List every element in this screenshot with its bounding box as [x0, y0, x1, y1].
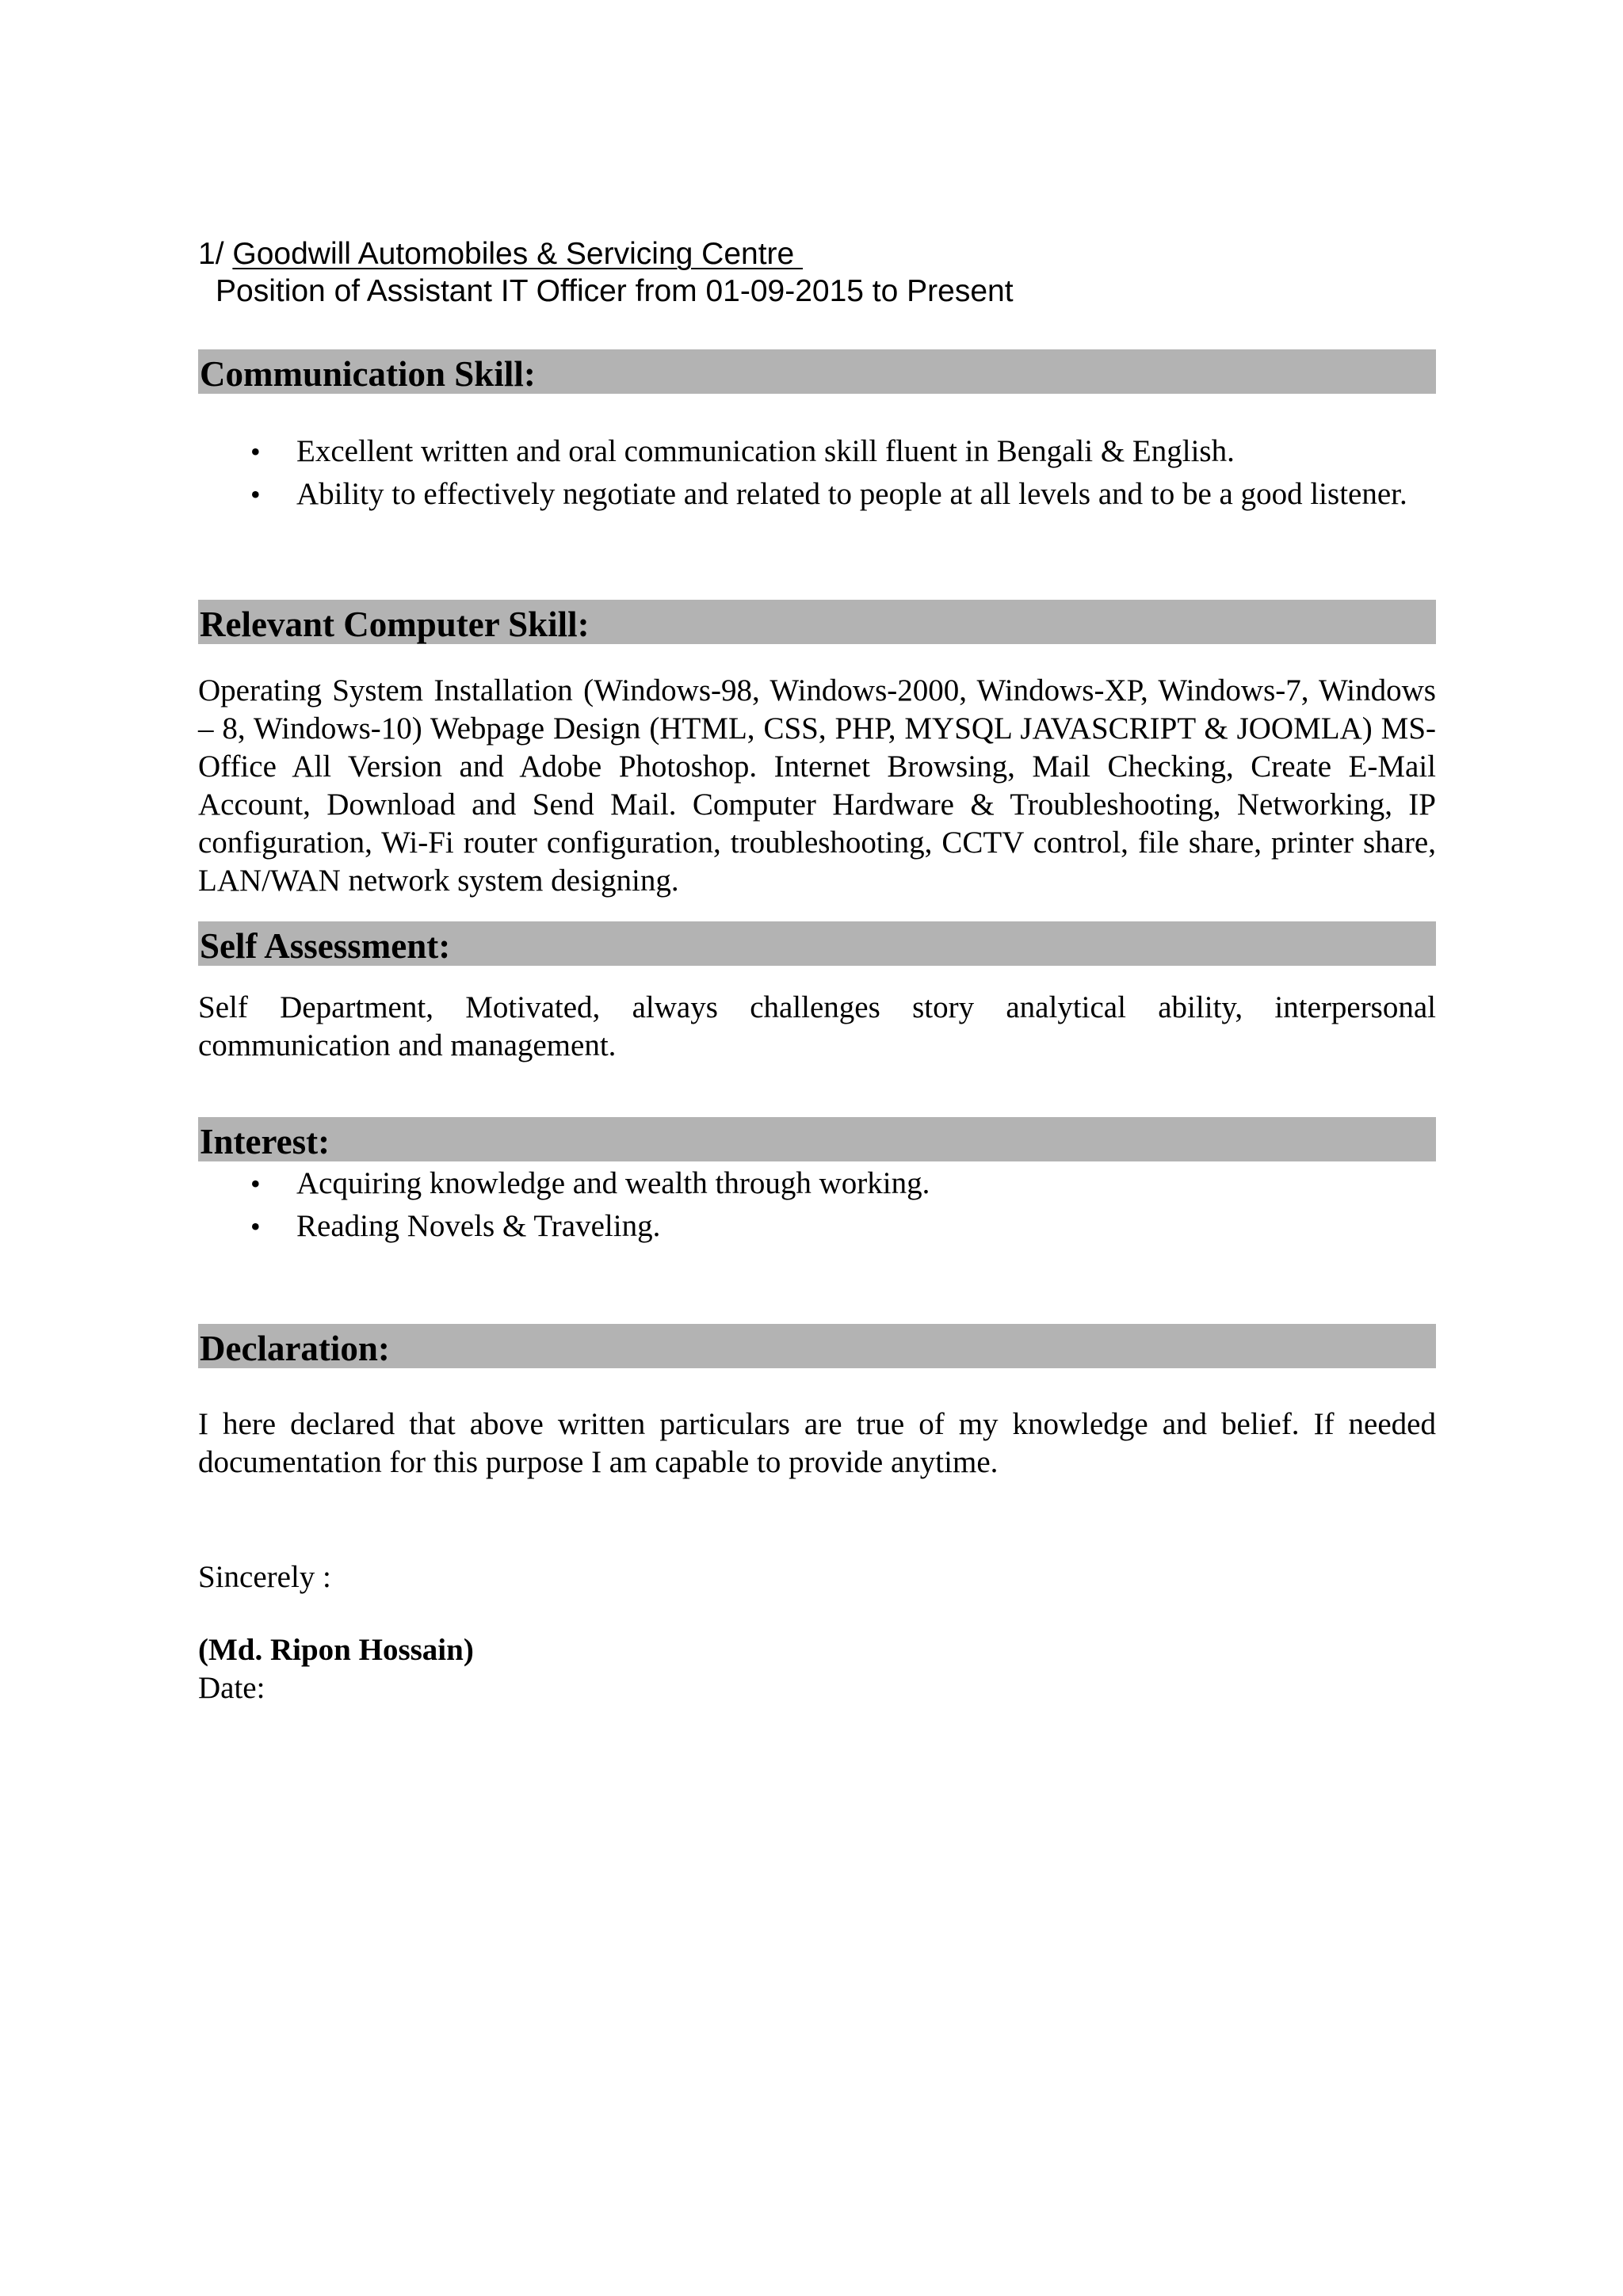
- interest-heading: Interest:: [198, 1117, 1436, 1161]
- list-item: [198, 431, 1436, 472]
- closing-salutation: Sincerely :: [198, 1560, 331, 1594]
- experience-company-line: [198, 235, 803, 274]
- list-item-text: Excellent written and oral communication skill fluent in Bengali & English.: [296, 434, 1235, 468]
- communication-heading: Communication Skill:: [198, 349, 1436, 394]
- experience-prefix: 1/: [198, 237, 233, 271]
- bullet-icon: •: [250, 436, 261, 467]
- self-assessment-heading: Self Assessment:: [198, 921, 1436, 966]
- list-item-text: Reading Novels & Traveling.: [296, 1209, 661, 1243]
- list-item: [198, 474, 1436, 515]
- declaration-heading: Declaration:: [198, 1324, 1436, 1368]
- self-assessment-text: Self Department, Motivated, always challenges story analytical ability, interpersonal communication and management.: [198, 990, 1436, 1062]
- computer-skill-heading: Relevant Computer Skill:: [198, 600, 1436, 644]
- experience-position: Position of Assistant IT Officer from 01-09-2015 to Present: [216, 274, 1014, 308]
- date-label: Date:: [198, 1671, 265, 1705]
- bullet-icon: •: [250, 1211, 261, 1242]
- declaration-text: I here declared that above written particulars are true of my knowledge and belief. If needed documentation for this purpose I am capable to provide anytime.: [198, 1407, 1436, 1479]
- list-item-text: Ability to effectively negotiate and related to people at all levels and to be a good listener.: [296, 477, 1407, 511]
- list-item-text: Acquiring knowledge and wealth through working.: [296, 1166, 930, 1200]
- bullet-icon: •: [250, 1168, 261, 1199]
- computer-skill-text: Operating System Installation (Windows-98, Windows-2000, Windows-XP, Windows-7, Windows – 8, Windows-10) Webpage Design (HTML, CSS, PHP, MYSQL JAVASCRIPT & JOOMLA) MS-Office All Version and Adobe Photoshop. Internet Browsing, Mail Checking, Create E-Mail Account, Download and Send Mail. Computer Hardware & Troubleshooting, Networking, IP configuration, Wi-Fi router configuration, troubleshooting, CCTV control, file share, printer share, LAN/WAN network system designing.: [198, 673, 1436, 898]
- communication-list: [198, 431, 1436, 515]
- interest-list: [198, 1163, 1436, 1247]
- experience-company: Goodwill Automobiles & Servicing Centre: [232, 237, 804, 271]
- list-item: [198, 1206, 1436, 1247]
- bullet-icon: •: [250, 479, 261, 510]
- list-item: [198, 1163, 1436, 1204]
- signatory-name: (Md. Ripon Hossain): [198, 1633, 474, 1667]
